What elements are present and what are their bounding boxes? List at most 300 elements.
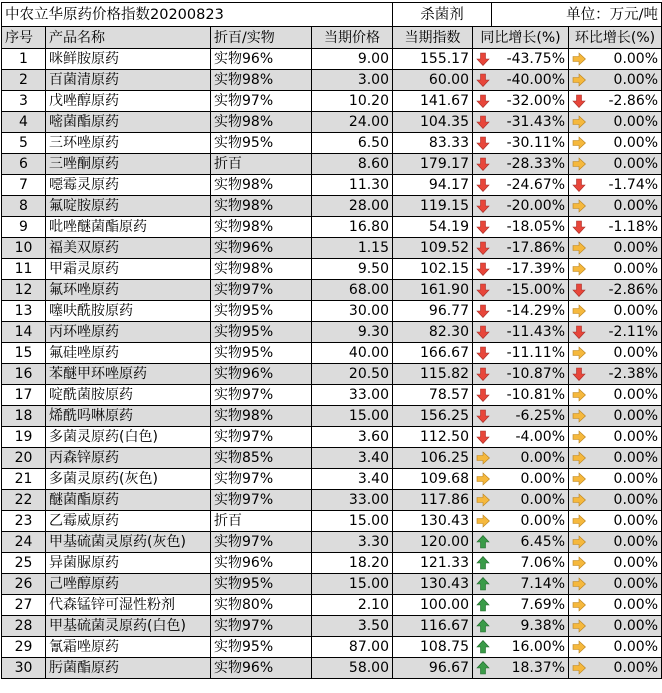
table-row xyxy=(2,217,662,238)
current-index: 82.30 xyxy=(393,322,473,343)
row-number: 27 xyxy=(2,595,46,616)
row-number: 9 xyxy=(2,217,46,238)
product-name: 甲基硫菌灵原药(灰色) xyxy=(46,532,211,553)
product-spec: 实物97% xyxy=(211,469,312,490)
yoy-arrow xyxy=(473,427,492,448)
current-price: 58.00 xyxy=(312,658,393,679)
table-row xyxy=(2,49,662,70)
product-spec: 实物97% xyxy=(211,532,312,553)
arrow-down-icon xyxy=(572,94,586,108)
current-price: 15.00 xyxy=(312,511,393,532)
arrow-up-icon xyxy=(476,598,490,612)
yoy-change: -6.25% xyxy=(492,406,569,427)
current-price: 3.40 xyxy=(312,448,393,469)
mom-change: 0.00% xyxy=(588,133,662,154)
current-index: 60.00 xyxy=(393,70,473,91)
mom-change: 0.00% xyxy=(588,301,662,322)
table-row xyxy=(2,91,662,112)
current-price: 8.60 xyxy=(312,154,393,175)
arrow-right-icon xyxy=(572,661,586,675)
row-number: 5 xyxy=(2,133,46,154)
yoy-arrow xyxy=(473,49,492,70)
mom-arrow xyxy=(569,49,588,70)
product-spec: 实物96% xyxy=(211,658,312,679)
product-spec: 实物97% xyxy=(211,427,312,448)
yoy-arrow xyxy=(473,322,492,343)
arrow-right-icon xyxy=(572,199,586,213)
yoy-arrow xyxy=(473,301,492,322)
row-number: 25 xyxy=(2,553,46,574)
arrow-right-icon xyxy=(572,73,586,87)
row-number: 7 xyxy=(2,175,46,196)
product-name: 丙环唑原药 xyxy=(46,322,211,343)
mom-arrow xyxy=(569,175,588,196)
mom-arrow xyxy=(569,70,588,91)
current-price: 24.00 xyxy=(312,112,393,133)
table-row xyxy=(2,301,662,322)
current-index: 156.25 xyxy=(393,406,473,427)
current-index: 117.86 xyxy=(393,490,473,511)
table-row xyxy=(2,154,662,175)
mom-change: 0.00% xyxy=(588,49,662,70)
row-number: 23 xyxy=(2,511,46,532)
product-spec: 实物96% xyxy=(211,238,312,259)
current-price: 28.00 xyxy=(312,196,393,217)
row-number: 8 xyxy=(2,196,46,217)
mom-arrow xyxy=(569,616,588,637)
yoy-change: 16.00% xyxy=(492,637,569,658)
yoy-arrow xyxy=(473,469,492,490)
mom-arrow xyxy=(569,301,588,322)
mom-change: 0.00% xyxy=(588,490,662,511)
mom-change: 0.00% xyxy=(588,406,662,427)
current-index: 83.33 xyxy=(393,133,473,154)
mom-change: 0.00% xyxy=(588,154,662,175)
row-number: 26 xyxy=(2,574,46,595)
arrow-right-icon xyxy=(572,157,586,171)
yoy-change: -30.11% xyxy=(492,133,569,154)
product-name: 异菌脲原药 xyxy=(46,553,211,574)
header-price: 当期价格 xyxy=(312,27,393,49)
product-name: 福美双原药 xyxy=(46,238,211,259)
product-name: 氟环唑原药 xyxy=(46,280,211,301)
current-price: 3.60 xyxy=(312,427,393,448)
product-spec: 实物95% xyxy=(211,343,312,364)
current-price: 20.50 xyxy=(312,364,393,385)
yoy-change: -4.00% xyxy=(492,427,569,448)
arrow-down-icon xyxy=(572,367,586,381)
mom-arrow xyxy=(569,91,588,112)
table-row xyxy=(2,70,662,91)
current-index: 96.67 xyxy=(393,658,473,679)
mom-change: 0.00% xyxy=(588,238,662,259)
yoy-change: -10.81% xyxy=(492,385,569,406)
row-number: 22 xyxy=(2,490,46,511)
current-index: 179.17 xyxy=(393,154,473,175)
current-index: 109.68 xyxy=(393,469,473,490)
header-name: 产品名称 xyxy=(46,27,211,49)
yoy-change: 6.45% xyxy=(492,532,569,553)
yoy-change: 0.00% xyxy=(492,469,569,490)
product-spec: 实物95% xyxy=(211,574,312,595)
mom-arrow xyxy=(569,406,588,427)
product-spec: 实物97% xyxy=(211,385,312,406)
product-spec: 实物96% xyxy=(211,49,312,70)
product-spec: 实物97% xyxy=(211,91,312,112)
mom-arrow xyxy=(569,427,588,448)
product-spec: 实物85% xyxy=(211,448,312,469)
yoy-change: 7.69% xyxy=(492,595,569,616)
current-index: 115.82 xyxy=(393,364,473,385)
product-name: 吡唑醚菌酯原药 xyxy=(46,217,211,238)
product-name: 甲基硫菌灵原药(白色) xyxy=(46,616,211,637)
product-name: 乙霉威原药 xyxy=(46,511,211,532)
arrow-right-icon xyxy=(476,493,490,507)
mom-change: -2.86% xyxy=(588,91,662,112)
arrow-down-icon xyxy=(476,199,490,213)
product-name: 氟硅唑原药 xyxy=(46,343,211,364)
product-spec: 实物95% xyxy=(211,301,312,322)
row-number: 1 xyxy=(2,49,46,70)
yoy-arrow xyxy=(473,658,492,679)
product-name: 苯醚甲环唑原药 xyxy=(46,364,211,385)
arrow-up-icon xyxy=(476,619,490,633)
yoy-arrow xyxy=(473,595,492,616)
yoy-arrow xyxy=(473,196,492,217)
mom-change: 0.00% xyxy=(588,637,662,658)
product-spec: 实物98% xyxy=(211,175,312,196)
arrow-right-icon xyxy=(572,598,586,612)
table-row xyxy=(2,616,662,637)
current-index: 96.77 xyxy=(393,301,473,322)
mom-change: 0.00% xyxy=(588,427,662,448)
arrow-down-icon xyxy=(476,220,490,234)
table-row xyxy=(2,322,662,343)
row-number: 20 xyxy=(2,448,46,469)
yoy-change: -17.86% xyxy=(492,238,569,259)
yoy-arrow xyxy=(473,574,492,595)
product-spec: 折百 xyxy=(211,511,312,532)
yoy-arrow xyxy=(473,175,492,196)
product-name: 己唑醇原药 xyxy=(46,574,211,595)
arrow-right-icon xyxy=(476,472,490,486)
yoy-change: 0.00% xyxy=(492,448,569,469)
yoy-arrow xyxy=(473,217,492,238)
table-row xyxy=(2,637,662,658)
yoy-change: -17.39% xyxy=(492,259,569,280)
product-name: 甲霜灵原药 xyxy=(46,259,211,280)
product-spec: 实物95% xyxy=(211,637,312,658)
table-row xyxy=(2,133,662,154)
yoy-arrow xyxy=(473,490,492,511)
yoy-arrow xyxy=(473,343,492,364)
table-row xyxy=(2,343,662,364)
product-spec: 实物95% xyxy=(211,133,312,154)
current-price: 30.00 xyxy=(312,301,393,322)
product-name: 多菌灵原药(灰色) xyxy=(46,469,211,490)
mom-change: 0.00% xyxy=(588,469,662,490)
row-number: 19 xyxy=(2,427,46,448)
mom-arrow xyxy=(569,553,588,574)
table-row xyxy=(2,406,662,427)
yoy-arrow xyxy=(473,238,492,259)
product-name: 戊唑醇原药 xyxy=(46,91,211,112)
header-index: 当期指数 xyxy=(393,27,473,49)
arrow-down-icon xyxy=(572,220,586,234)
header-yoy: 同比增长(%) xyxy=(473,27,569,49)
arrow-right-icon xyxy=(572,262,586,276)
table-row xyxy=(2,595,662,616)
mom-arrow xyxy=(569,532,588,553)
arrow-down-icon xyxy=(476,52,490,66)
current-index: 104.35 xyxy=(393,112,473,133)
mom-arrow xyxy=(569,637,588,658)
product-spec: 实物97% xyxy=(211,490,312,511)
current-index: 141.67 xyxy=(393,91,473,112)
yoy-change: -24.67% xyxy=(492,175,569,196)
arrow-down-icon xyxy=(476,388,490,402)
table-row xyxy=(2,469,662,490)
arrow-right-icon xyxy=(572,136,586,150)
yoy-change: -31.43% xyxy=(492,112,569,133)
yoy-change: -18.05% xyxy=(492,217,569,238)
mom-change: 0.00% xyxy=(588,385,662,406)
table-row xyxy=(2,112,662,133)
arrow-up-icon xyxy=(476,556,490,570)
product-name: 咪鲜胺原药 xyxy=(46,49,211,70)
arrow-right-icon xyxy=(572,304,586,318)
header-row xyxy=(2,27,662,49)
row-number: 11 xyxy=(2,259,46,280)
header-spec: 折百/实物 xyxy=(211,27,312,49)
arrow-up-icon xyxy=(476,640,490,654)
yoy-arrow xyxy=(473,112,492,133)
arrow-down-icon xyxy=(476,430,490,444)
arrow-down-icon xyxy=(476,409,490,423)
mom-change: 0.00% xyxy=(588,70,662,91)
current-price: 1.15 xyxy=(312,238,393,259)
yoy-change: 0.00% xyxy=(492,490,569,511)
product-spec: 实物98% xyxy=(211,406,312,427)
table-row xyxy=(2,448,662,469)
product-name: 百菌清原药 xyxy=(46,70,211,91)
yoy-change: 9.38% xyxy=(492,616,569,637)
row-number: 29 xyxy=(2,637,46,658)
arrow-down-icon xyxy=(572,325,586,339)
product-name: 醚菌酯原药 xyxy=(46,490,211,511)
arrow-up-icon xyxy=(476,535,490,549)
product-name: 代森锰锌可湿性粉剂 xyxy=(46,595,211,616)
mom-change: 0.00% xyxy=(588,595,662,616)
arrow-down-icon xyxy=(476,136,490,150)
table-title: 中农立华原药价格指数20200823 xyxy=(2,3,393,27)
current-index: 166.67 xyxy=(393,343,473,364)
current-price: 33.00 xyxy=(312,385,393,406)
arrow-right-icon xyxy=(572,52,586,66)
yoy-arrow xyxy=(473,91,492,112)
arrow-down-icon xyxy=(476,157,490,171)
arrow-down-icon xyxy=(572,283,586,297)
current-price: 33.00 xyxy=(312,490,393,511)
header-mom: 环比增长(%) xyxy=(569,27,662,49)
current-index: 130.43 xyxy=(393,574,473,595)
arrow-right-icon xyxy=(572,346,586,360)
mom-change: -1.18% xyxy=(588,217,662,238)
mom-change: 0.00% xyxy=(588,112,662,133)
yoy-change: -11.11% xyxy=(492,343,569,364)
current-price: 9.30 xyxy=(312,322,393,343)
yoy-arrow xyxy=(473,154,492,175)
current-price: 15.00 xyxy=(312,406,393,427)
yoy-arrow xyxy=(473,532,492,553)
current-price: 2.10 xyxy=(312,595,393,616)
current-index: 121.33 xyxy=(393,553,473,574)
current-index: 78.57 xyxy=(393,385,473,406)
row-number: 10 xyxy=(2,238,46,259)
current-index: 54.19 xyxy=(393,217,473,238)
yoy-change: -28.33% xyxy=(492,154,569,175)
yoy-change: 0.00% xyxy=(492,511,569,532)
arrow-right-icon xyxy=(572,115,586,129)
arrow-right-icon xyxy=(572,409,586,423)
arrow-up-icon xyxy=(476,577,490,591)
mom-arrow xyxy=(569,112,588,133)
table-row xyxy=(2,175,662,196)
arrow-down-icon xyxy=(476,283,490,297)
row-number: 14 xyxy=(2,322,46,343)
current-price: 10.20 xyxy=(312,91,393,112)
current-index: 120.00 xyxy=(393,532,473,553)
current-index: 94.17 xyxy=(393,175,473,196)
yoy-arrow xyxy=(473,406,492,427)
mom-arrow xyxy=(569,385,588,406)
product-name: 肟菌酯原药 xyxy=(46,658,211,679)
current-price: 87.00 xyxy=(312,637,393,658)
arrow-down-icon xyxy=(476,262,490,276)
yoy-arrow xyxy=(473,70,492,91)
title-row xyxy=(2,3,662,27)
yoy-change: -40.00% xyxy=(492,70,569,91)
product-spec: 实物97% xyxy=(211,280,312,301)
yoy-arrow xyxy=(473,364,492,385)
yoy-change: -15.00% xyxy=(492,280,569,301)
current-index: 109.52 xyxy=(393,238,473,259)
mom-arrow xyxy=(569,238,588,259)
row-number: 13 xyxy=(2,301,46,322)
row-number: 28 xyxy=(2,616,46,637)
arrow-down-icon xyxy=(476,325,490,339)
product-name: 丙森锌原药 xyxy=(46,448,211,469)
table-row xyxy=(2,364,662,385)
header-no: 序号 xyxy=(2,27,46,49)
current-price: 9.50 xyxy=(312,259,393,280)
product-spec: 实物80% xyxy=(211,595,312,616)
current-index: 161.90 xyxy=(393,280,473,301)
mom-change: 0.00% xyxy=(588,616,662,637)
product-name: 氟啶胺原药 xyxy=(46,196,211,217)
current-price: 11.30 xyxy=(312,175,393,196)
current-index: 130.43 xyxy=(393,511,473,532)
current-price: 40.00 xyxy=(312,343,393,364)
product-spec: 实物96% xyxy=(211,364,312,385)
mom-arrow xyxy=(569,343,588,364)
row-number: 18 xyxy=(2,406,46,427)
mom-change: 0.00% xyxy=(588,448,662,469)
arrow-right-icon xyxy=(476,451,490,465)
product-name: 三唑酮原药 xyxy=(46,154,211,175)
current-price: 3.30 xyxy=(312,532,393,553)
current-index: 116.67 xyxy=(393,616,473,637)
product-spec: 实物98% xyxy=(211,70,312,91)
mom-arrow xyxy=(569,364,588,385)
mom-arrow xyxy=(569,154,588,175)
mom-arrow xyxy=(569,196,588,217)
current-price: 3.40 xyxy=(312,469,393,490)
row-number: 3 xyxy=(2,91,46,112)
current-price: 6.50 xyxy=(312,133,393,154)
mom-change: 0.00% xyxy=(588,343,662,364)
current-index: 119.15 xyxy=(393,196,473,217)
price-index-table xyxy=(1,2,662,679)
arrow-up-icon xyxy=(476,661,490,675)
table-row xyxy=(2,238,662,259)
product-name: 氰霜唑原药 xyxy=(46,637,211,658)
yoy-arrow xyxy=(473,448,492,469)
mom-change: 0.00% xyxy=(588,259,662,280)
yoy-arrow xyxy=(473,616,492,637)
arrow-right-icon xyxy=(572,535,586,549)
yoy-change: 18.37% xyxy=(492,658,569,679)
table-row xyxy=(2,385,662,406)
table-row xyxy=(2,553,662,574)
table-row xyxy=(2,532,662,553)
table-row xyxy=(2,196,662,217)
yoy-change: 7.06% xyxy=(492,553,569,574)
arrow-down-icon xyxy=(476,94,490,108)
mom-change: -2.38% xyxy=(588,364,662,385)
product-name: 多菌灵原药(白色) xyxy=(46,427,211,448)
arrow-right-icon xyxy=(476,514,490,528)
arrow-down-icon xyxy=(476,346,490,360)
product-spec: 实物98% xyxy=(211,196,312,217)
current-index: 106.25 xyxy=(393,448,473,469)
mom-change: 0.00% xyxy=(588,196,662,217)
row-number: 6 xyxy=(2,154,46,175)
product-spec: 实物98% xyxy=(211,112,312,133)
mom-arrow xyxy=(569,133,588,154)
yoy-arrow xyxy=(473,511,492,532)
current-price: 3.00 xyxy=(312,70,393,91)
table-row xyxy=(2,511,662,532)
mom-change: 0.00% xyxy=(588,574,662,595)
arrow-down-icon xyxy=(476,241,490,255)
mom-arrow xyxy=(569,448,588,469)
arrow-down-icon xyxy=(476,178,490,192)
product-name: 嘧菌酯原药 xyxy=(46,112,211,133)
unit-label: 单位：万元/吨 xyxy=(492,3,662,27)
product-name: 啶酰菌胺原药 xyxy=(46,385,211,406)
mom-arrow xyxy=(569,217,588,238)
yoy-arrow xyxy=(473,133,492,154)
current-index: 102.15 xyxy=(393,259,473,280)
yoy-change: -43.75% xyxy=(492,49,569,70)
row-number: 21 xyxy=(2,469,46,490)
row-number: 30 xyxy=(2,658,46,679)
arrow-down-icon xyxy=(572,178,586,192)
row-number: 24 xyxy=(2,532,46,553)
arrow-right-icon xyxy=(572,619,586,633)
current-price: 15.00 xyxy=(312,574,393,595)
